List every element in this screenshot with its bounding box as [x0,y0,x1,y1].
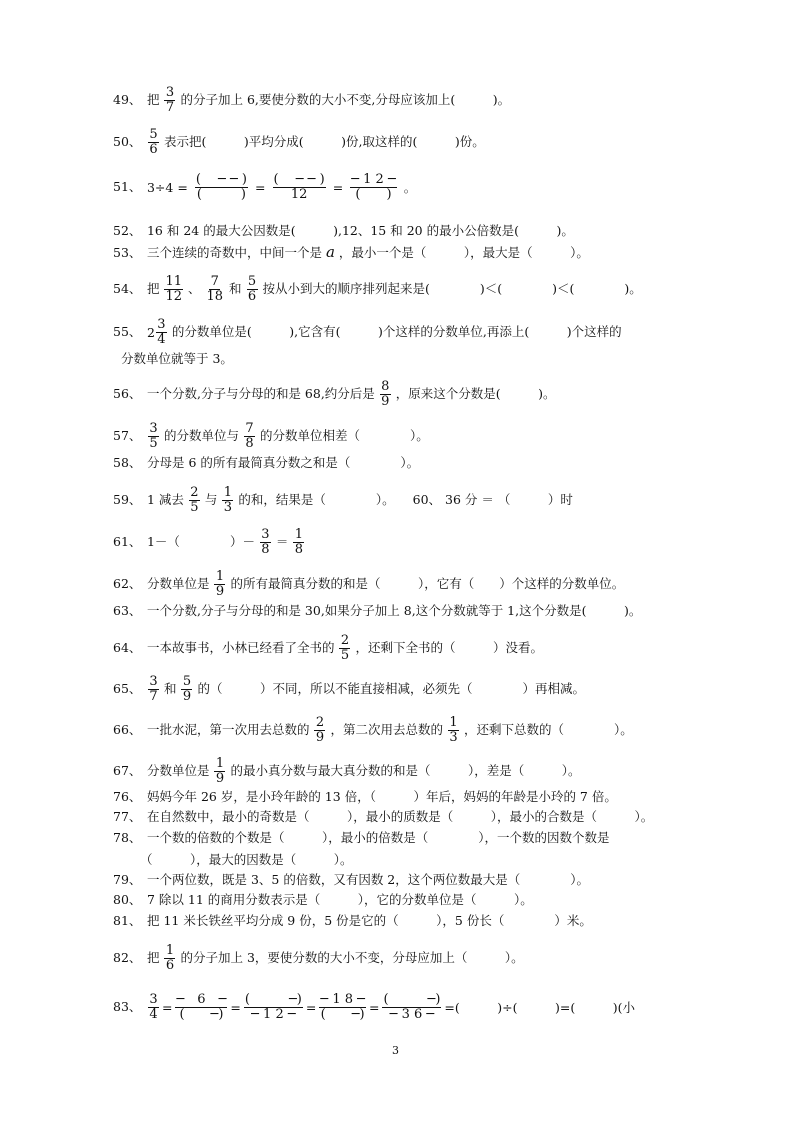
fraction [380,380,391,409]
numerator: 2 [190,485,199,500]
denominator: 8 [245,436,254,451]
equals-sign: = [305,999,317,1015]
question-49 [113,86,693,115]
question-number: 50、 [113,134,142,149]
question-text: 按从小到大的顺序排列起来是( )＜( )＜( )。 [262,281,642,296]
denominator: 12 [165,289,183,304]
fraction-blank [244,993,303,1022]
numerator: 8 [381,379,390,394]
numerator: 1 [165,943,175,958]
numerator: 2 [340,633,350,648]
page-number: 3 [392,1044,399,1057]
question-number: 51、 [113,179,142,194]
question-80 [113,891,693,909]
question-text: 分数单位是 [146,576,210,591]
fraction [148,128,159,157]
separator: 、 [188,281,201,296]
question-text: ，原来这个分数是( )。 [395,386,556,401]
question-text: 的所有最简真分数的和是（ ），它有（ ）个这样的分数单位。 [230,576,625,591]
question-64 [113,634,693,663]
fraction [222,486,233,515]
numerator: 7 [245,421,254,436]
denominator: 5 [340,648,350,663]
fraction [164,944,175,973]
denominator: 9 [215,584,225,599]
numerator: 1 [223,485,233,500]
question-52 [113,222,693,240]
question-number: 76、 [113,789,142,804]
denominator: 9 [315,730,325,745]
numerator: 3 [165,85,175,100]
question-text: ，最小一个是（ ），最大是（ ）。 [338,245,589,260]
question-number: 53、 [113,245,142,260]
denominator: 7 [165,100,175,115]
fraction [314,716,325,745]
numerator: 3 [149,992,158,1007]
numerator: ─ 6 ─ [176,992,227,1007]
question-54 [113,275,693,304]
denominator: 9 [215,771,225,786]
denominator: ( ) [196,187,246,202]
fraction [164,275,183,304]
question-text: 把 [146,92,160,107]
question-number: 81、 [113,913,142,928]
question-55 [113,318,693,347]
question-63 [113,602,693,620]
denominator: 3 [223,500,233,515]
fraction [189,486,200,515]
question-text: 和 [163,681,177,696]
denominator: 9 [381,394,390,409]
numerator: ─ 1 8 ─ [320,992,365,1007]
numerator: ─ 1 2 ─ [351,172,396,187]
numerator: 1 [449,715,458,730]
question-60-text: 36 分 ＝ （ ）时 [445,492,573,507]
question-text: 的最小真分数与最大真分数的和是（ ），差是（ ）。 [230,763,581,778]
numerator: 3 [261,527,270,542]
question-number: 61、 [113,534,142,549]
fraction [148,422,159,451]
numerator: 3 [149,421,158,436]
question-number: 55、 [113,324,142,339]
question-65 [113,675,693,704]
question-83 [113,993,693,1022]
question-61 [113,528,693,557]
question-text: ，还剩下总数的（ ）。 [463,722,633,737]
fraction-blank [350,173,397,202]
equals-sign: = [230,999,241,1015]
question-number: 64、 [113,640,142,655]
denominator: ( ─) [179,1007,224,1022]
fraction [339,634,350,663]
denominator: 12 [290,187,308,202]
question-55-continuation: 分数单位就等于 3。 [121,351,233,366]
variable-a: a [325,243,335,261]
question-text: 的分数单位是( ),它含有( )个这样的分数单位,再添上( )个这样的 [171,324,622,339]
question-text: 的分子加上 6,要使分数的大小不变,分母应该加上( )。 [180,92,511,107]
mixed-number [147,318,168,347]
question-59 [113,486,693,515]
numerator: ( ─ ─ ) [195,172,248,187]
question-53 [113,243,693,262]
question-text: 一个分数,分子与分母的和是 68,约分后是 [146,386,375,401]
question-79 [113,871,693,889]
separator: 和 [229,281,242,296]
question-77 [113,808,693,826]
question-50 [113,128,693,157]
fraction [244,422,255,451]
fraction [247,275,258,304]
question-number: 66、 [113,722,142,737]
equals-sign: = [161,999,173,1015]
question-number: 77、 [113,809,142,824]
question-number: 56、 [113,386,142,401]
question-text: 16 和 24 的最大公因数是( ),12、15 和 20 的最小公倍数是( )。 [146,223,574,238]
denominator: 6 [247,289,257,304]
numerator: ( ─ ─ ) [273,172,325,187]
numerator: 5 [149,127,158,142]
question-number: 49、 [113,92,142,107]
fraction [164,86,175,115]
fraction-blank [382,993,441,1022]
question-57 [113,422,693,451]
question-number: 57、 [113,428,142,443]
question-text: 1 减去 [146,492,184,507]
question-text: 三个连续的奇数中，中间一个是 [146,245,322,260]
denominator: ( ) [355,187,392,202]
expression-text: 3÷4 = [146,179,188,195]
question-81 [113,912,693,930]
question-text: 在自然数中，最小的奇数是（ ），最小的质数是（ ），最小的合数是（ ）。 [146,809,654,824]
question-67 [113,757,693,786]
question-number: 62、 [113,576,142,591]
question-number: 54、 [113,281,142,296]
denominator: 8 [294,542,304,557]
fraction-blank [195,173,248,202]
equals-sign: = [332,179,344,195]
numerator: 3 [149,674,158,689]
denominator: 4 [149,1007,158,1022]
question-number: 58、 [113,455,142,470]
fraction-blank [175,993,227,1022]
numerator: 5 [247,274,257,289]
question-51 [113,173,693,202]
question-text: =( )÷( )=( )(小 [444,999,635,1015]
denominator: 18 [206,289,224,304]
numerator: 1 [294,527,304,542]
numerator: 1 [215,756,225,771]
denominator: 5 [149,436,158,451]
question-text: 表示把( )平均分成( )份,取这样的( )份。 [163,134,485,149]
question-number: 67、 [113,763,142,778]
denominator: ─ 1 2 ─ [251,1007,296,1022]
denominator: ─ 3 6 ─ [389,1007,435,1022]
question-text: 一个两位数，既是 3、5 的倍数，又有因数 2，这个两位数最大是（ ）。 [146,872,590,887]
numerator: 7 [210,274,219,289]
equals-sign: = [368,999,380,1015]
question-text: 把 [146,950,160,965]
denominator: 9 [182,689,192,704]
fraction-blank [273,173,326,202]
denominator: 3 [449,730,458,745]
fraction-blank [319,993,366,1022]
question-number: 52、 [113,223,142,238]
question-82 [113,944,693,973]
question-text: 的分数单位相差（ ）。 [259,428,429,443]
denominator: 8 [261,542,270,557]
question-78 [113,829,693,847]
question-number: 82、 [113,950,142,965]
question-number: 59、 [113,492,142,507]
question-number: 80、 [113,892,142,907]
question-text: 分数单位是 [146,763,210,778]
numerator: 3 [157,317,166,332]
fraction [206,275,225,304]
punctuation: 。 [403,179,417,195]
question-66 [113,716,693,745]
denominator: 7 [149,689,158,704]
numerator: 2 [315,715,325,730]
denominator: ( ─) [320,1007,365,1022]
question-text: ，第二次用去总数的 [330,722,443,737]
fraction [448,716,459,745]
numerator: 1 [215,569,225,584]
question-text: 妈妈今年 26 岁，是小玲年龄的 13 倍，（ ）年后，妈妈的年龄是小玲的 7 倍。 [146,789,617,804]
fraction [148,675,159,704]
question-text: 的分数单位与 [163,428,239,443]
question-text: 一个数的倍数的个数是（ ），最小的倍数是（ ），一个数的因数个数是 [146,830,610,845]
numerator: ( ─) [244,992,302,1007]
question-78-continuation: （ ），最大的因数是（ ）。 [140,852,353,867]
question-text: 把 11 米长铁丝平均分成 9 份，5 份是它的（ ），5 份长（ ）米。 [146,913,592,928]
question-text: 一批水泥，第一次用去总数的 [146,722,310,737]
question-number: 63、 [113,603,142,618]
equals-sign: ＝ [275,534,289,549]
question-number: 65、 [113,681,142,696]
fraction [156,318,167,347]
fraction [148,993,159,1022]
fraction [214,757,225,786]
denominator: 6 [165,958,175,973]
question-text: ，还剩下全书的（ ）没看。 [355,640,543,655]
question-number: 79、 [113,872,142,887]
question-text: 的和，结果是（ ）。 [238,492,395,507]
question-58 [113,454,693,472]
fraction [260,528,271,557]
question-number: 78、 [113,830,142,845]
question-number-60: 60、 [412,492,442,507]
denominator: 6 [149,142,158,157]
question-text: 把 [146,281,160,296]
question-56 [113,380,693,409]
numerator: ( ─) [383,992,441,1007]
numerator: 5 [182,674,192,689]
question-text: 的（ ）不同，所以不能直接相减，必须先（ ）再相减。 [197,681,585,696]
denominator: 5 [190,500,199,515]
fraction [293,528,304,557]
question-76 [113,788,693,806]
question-text: 与 [204,492,218,507]
question-62 [113,570,693,599]
question-text: 一个分数,分子与分母的和是 30,如果分子加上 8,这个分数就等于 1,这个分数是( )。 [146,603,642,618]
question-text: 7 除以 11 的商用分数表示是（ ），它的分数单位是（ ）。 [146,892,533,907]
question-text: 的分子加上 3，要使分数的大小不变，分母应加上（ ）。 [180,950,524,965]
question-text: 分母是 6 的所有最简真分数之和是（ ）。 [146,455,420,470]
question-number: 83、 [113,999,142,1014]
fraction [181,675,192,704]
equals-sign: = [255,179,266,195]
fraction [214,570,225,599]
denominator: 4 [157,332,166,347]
numerator: 11 [165,274,183,289]
expression-text: 1－（ ）－ [146,534,255,549]
whole-part: 2 [146,324,155,340]
question-text: 一本故事书，小林已经看了全书的 [146,640,335,655]
